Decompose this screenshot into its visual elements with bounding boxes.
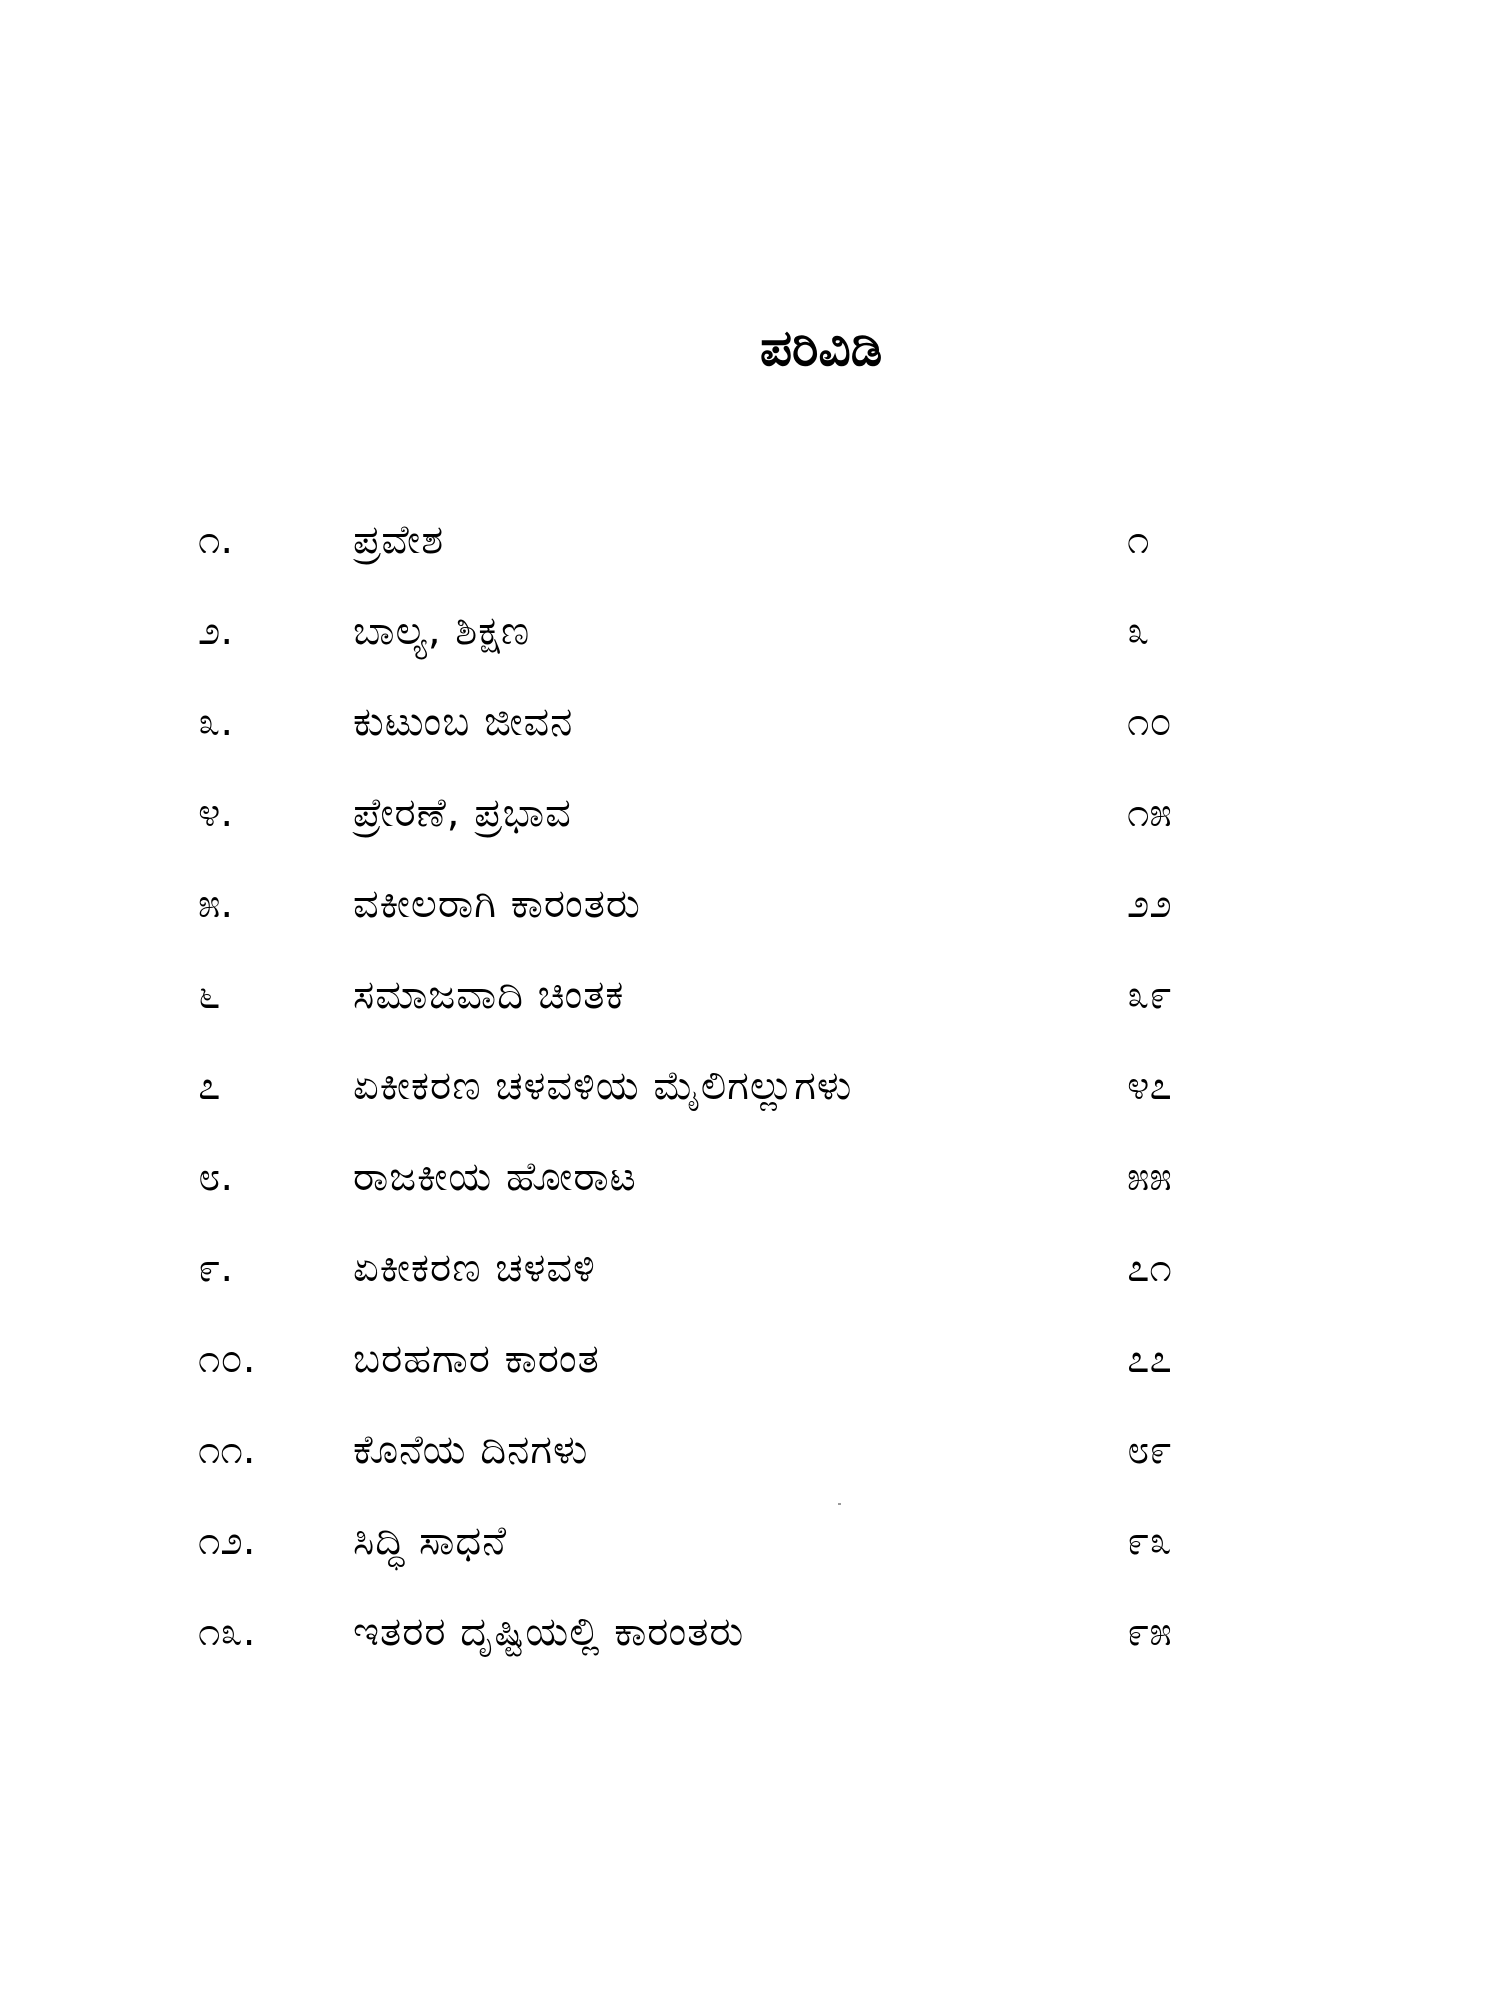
toc-entry <box>0 783 1500 874</box>
toc-entry-number: ೫. <box>198 881 234 927</box>
toc-entry-title: ಬಾಲ್ಯ, ಶಿಕ್ಷಣ <box>353 608 531 654</box>
toc-entry-page: ೭೧ <box>1127 1245 1172 1291</box>
toc-entry-page: ೪೭ <box>1127 1063 1172 1109</box>
toc-entry-number: ೧. <box>198 517 234 563</box>
toc-entry-number: ೯. <box>198 1245 234 1291</box>
toc-entry-page: ೯೩ <box>1127 1518 1172 1564</box>
toc-entry-page: ೭೭ <box>1127 1336 1172 1382</box>
toc-entry <box>0 1511 1500 1602</box>
toc-entry <box>0 1238 1500 1329</box>
table-of-contents <box>0 510 1500 1693</box>
toc-entry-page: ೧೫ <box>1127 790 1172 836</box>
toc-entry-title: ಕುಟುಂಬ ಜೀವನ <box>353 699 574 745</box>
toc-entry-number: ೮. <box>198 1154 234 1200</box>
toc-entry-title: ಕೊನೆಯ ದಿನಗಳು <box>353 1427 589 1473</box>
toc-entry <box>0 510 1500 601</box>
toc-entry-number: ೧೦. <box>198 1336 256 1382</box>
toc-entry-title: ಸಮಾಜವಾದಿ ಚಿಂತಕ <box>353 972 625 1018</box>
toc-entry-page: ೮೯ <box>1127 1427 1172 1473</box>
toc-entry-number: ೪. <box>198 790 234 836</box>
toc-entry-page: ೯೫ <box>1127 1609 1172 1655</box>
toc-entry <box>0 1056 1500 1147</box>
page-title: ಪರಿವಿಡಿ <box>760 319 883 377</box>
toc-entry-number: ೩. <box>198 699 234 745</box>
toc-entry <box>0 1420 1500 1511</box>
toc-entry-number: ೬ <box>198 972 221 1018</box>
toc-entry-number: ೧೨. <box>198 1518 256 1564</box>
toc-entry-title: ಪ್ರವೇಶ <box>353 517 445 563</box>
toc-entry-title: ವಕೀಲರಾಗಿ ಕಾರಂತರು <box>353 881 641 927</box>
toc-entry-title: ಸಿದ್ಧಿ ಸಾಧನೆ <box>353 1518 508 1564</box>
toc-entry <box>0 692 1500 783</box>
toc-entry <box>0 1329 1500 1420</box>
toc-entry-title: ಇತರರ ದೃಷ್ಟಿಯಲ್ಲಿ ಕಾರಂತರು <box>353 1609 745 1655</box>
toc-entry-page: ೩ <box>1127 608 1150 654</box>
toc-entry-number: ೭ <box>198 1063 221 1109</box>
toc-entry-page: ೧ <box>1127 517 1150 563</box>
toc-entry <box>0 1147 1500 1238</box>
toc-entry-page: ೩೯ <box>1127 972 1172 1018</box>
toc-entry-number: ೧೧. <box>198 1427 256 1473</box>
toc-entry-title: ಏಕೀಕರಣ ಚಳವಳಿ <box>353 1245 596 1291</box>
toc-entry-page: ೧೦ <box>1127 699 1172 745</box>
toc-entry-number: ೨. <box>198 608 234 654</box>
print-speck <box>838 1503 841 1505</box>
toc-entry <box>0 601 1500 692</box>
toc-entry-title: ರಾಜಕೀಯ ಹೋರಾಟ <box>353 1154 637 1200</box>
toc-entry <box>0 965 1500 1056</box>
toc-entry-title: ಬರಹಗಾರ ಕಾರಂತ <box>353 1336 600 1382</box>
toc-entry-page: ೫೫ <box>1127 1154 1172 1200</box>
toc-entry-page: ೨೨ <box>1127 881 1172 927</box>
toc-entry <box>0 1602 1500 1693</box>
toc-entry-number: ೧೩. <box>198 1609 256 1655</box>
toc-entry-title: ಪ್ರೇರಣೆ, ಪ್ರಭಾವ <box>353 790 572 836</box>
toc-entry <box>0 874 1500 965</box>
toc-entry-title: ಏಕೀಕರಣ ಚಳವಳಿಯ ಮೈಲಿಗಲ್ಲುಗಳು <box>353 1063 853 1109</box>
